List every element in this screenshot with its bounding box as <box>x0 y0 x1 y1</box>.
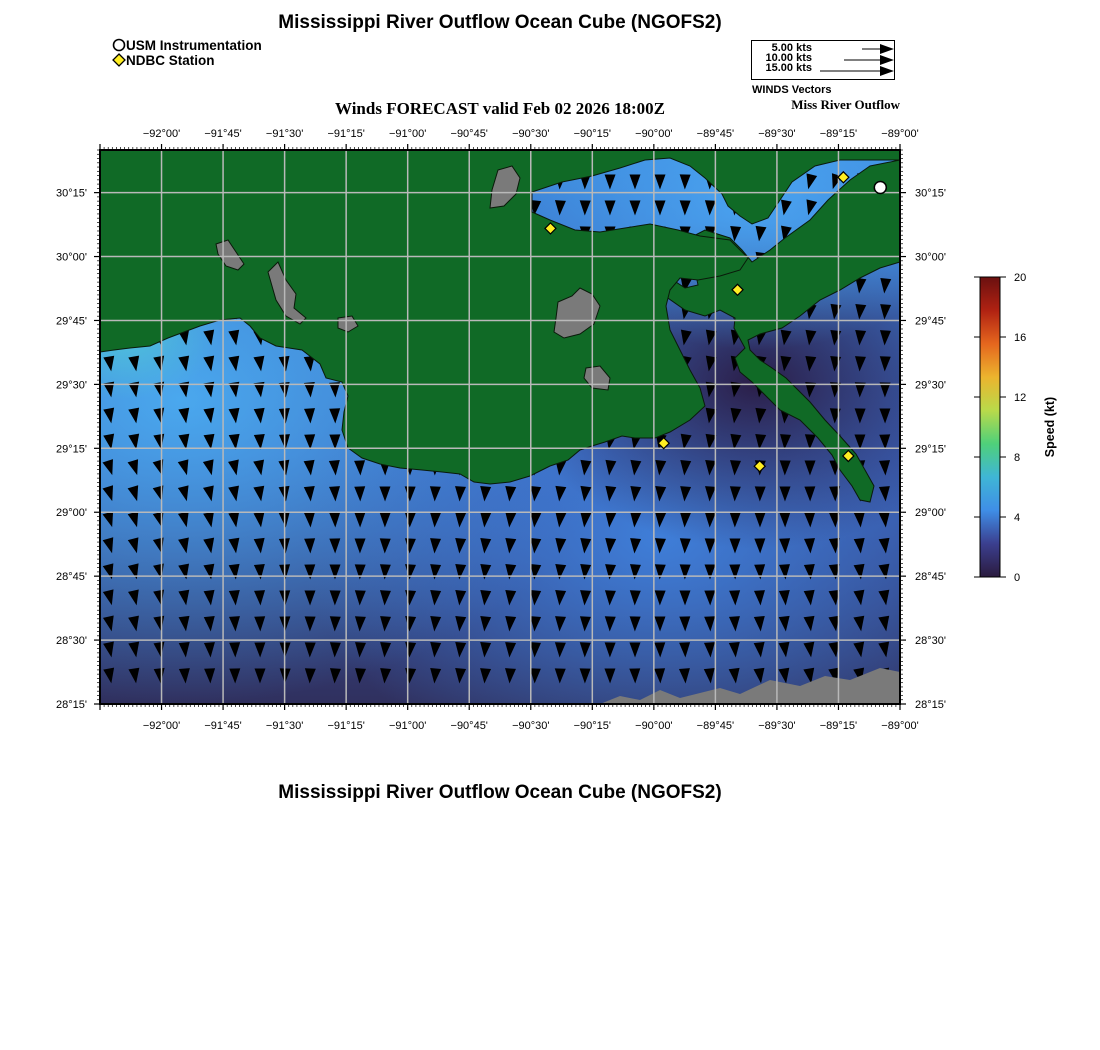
colorbar-tick-label: 0 <box>1014 572 1021 584</box>
lat-tick-label: 29°30' <box>915 379 946 392</box>
lon-tick-label: −89°45' <box>696 128 735 140</box>
lat-tick-label: 30°00' <box>915 251 946 264</box>
lon-tick-label: −89°15' <box>819 128 858 140</box>
wind-forecast-map[interactable] <box>56 120 946 732</box>
arrow-icon <box>880 66 894 76</box>
lat-tick-label: 29°15' <box>915 443 946 456</box>
lon-tick-label: −90°30' <box>512 128 550 140</box>
arrow-icon <box>880 44 894 54</box>
vector-key-entry: 15.00 kts <box>765 62 812 74</box>
lon-tick-label: −89°30' <box>758 720 796 732</box>
vector-key-entry: 5.00 kts <box>771 42 812 54</box>
usm-circle-icon <box>112 38 126 52</box>
lon-tick-label: −89°45' <box>696 720 735 732</box>
speed-colorbar <box>970 270 1090 600</box>
legend-usm <box>112 38 262 53</box>
colorbar-tick-label: 16 <box>1014 332 1027 344</box>
lon-tick-label: −91°00' <box>388 720 427 732</box>
footer-title: Mississippi River Outflow Ocean Cube (NGOFS2) <box>278 782 722 803</box>
vector-key-entry: 10.00 kts <box>765 52 812 64</box>
lon-tick-label: −89°15' <box>819 720 858 732</box>
lat-tick-label: 30°15' <box>915 187 946 200</box>
lon-tick-label: −92°00' <box>142 720 181 732</box>
lon-tick-label: −90°00' <box>635 720 673 732</box>
lon-tick-label: −92°00' <box>142 128 181 140</box>
lon-tick-label: −90°45' <box>450 128 488 140</box>
lat-tick-label: 29°00' <box>915 507 946 520</box>
lon-tick-label: −91°15' <box>327 720 365 732</box>
lon-tick-label: −91°00' <box>388 128 427 140</box>
vector-key-arrows <box>752 41 894 79</box>
colorbar-label: Speed (kt) <box>1043 396 1057 458</box>
lat-tick-label: 28°30' <box>56 635 87 648</box>
usm-station-marker[interactable] <box>874 182 886 194</box>
vector-key <box>751 40 895 80</box>
colorbar-tick-label: 12 <box>1014 392 1027 404</box>
legend-usm-label: USM Instrumentation <box>126 38 262 53</box>
lon-tick-label: −91°30' <box>265 128 304 140</box>
lat-tick-label: 28°45' <box>915 571 946 584</box>
lon-tick-label: −90°45' <box>450 720 488 732</box>
lat-tick-label: 29°45' <box>915 315 946 328</box>
lat-tick-label: 29°30' <box>56 379 87 392</box>
lon-tick-label: −91°15' <box>327 128 365 140</box>
lat-tick-label: 28°30' <box>915 635 946 648</box>
lat-tick-label: 28°15' <box>915 699 946 711</box>
ndbc-diamond-icon <box>112 53 126 67</box>
lon-tick-label: −90°15' <box>573 128 612 140</box>
region-label: Miss River Outflow <box>791 97 900 112</box>
lat-tick-label: 29°00' <box>56 507 87 520</box>
lat-tick-label: 29°15' <box>56 443 87 456</box>
colorbar-ramp <box>980 277 1000 577</box>
lon-tick-label: −89°00' <box>881 128 919 140</box>
colorbar-tick-label: 20 <box>1014 272 1027 284</box>
vector-key-caption: WINDS Vectors <box>752 84 832 96</box>
page-title: Mississippi River Outflow Ocean Cube (NGOFS2) <box>278 12 722 33</box>
lon-tick-label: −89°00' <box>881 720 919 732</box>
lat-tick-label: 30°00' <box>56 251 87 264</box>
legend-ndbc <box>112 53 215 68</box>
lat-tick-label: 29°45' <box>56 315 87 328</box>
lon-tick-label: −90°00' <box>635 128 673 140</box>
lat-tick-label: 28°15' <box>56 699 87 711</box>
lon-tick-label: −91°30' <box>265 720 304 732</box>
arrow-icon <box>880 55 894 65</box>
lon-tick-label: −91°45' <box>204 128 242 140</box>
lon-tick-label: −90°30' <box>512 720 550 732</box>
lat-tick-label: 30°15' <box>56 187 87 200</box>
lon-tick-label: −89°30' <box>758 128 796 140</box>
lon-tick-label: −90°15' <box>573 720 612 732</box>
lon-tick-label: −91°45' <box>204 720 242 732</box>
legend-ndbc-label: NDBC Station <box>126 53 215 68</box>
lat-tick-label: 28°45' <box>56 571 87 584</box>
colorbar-tick-label: 4 <box>1014 512 1021 524</box>
map-subtitle: Winds FORECAST valid Feb 02 2026 18:00Z <box>335 99 665 118</box>
colorbar-tick-label: 8 <box>1014 452 1021 464</box>
